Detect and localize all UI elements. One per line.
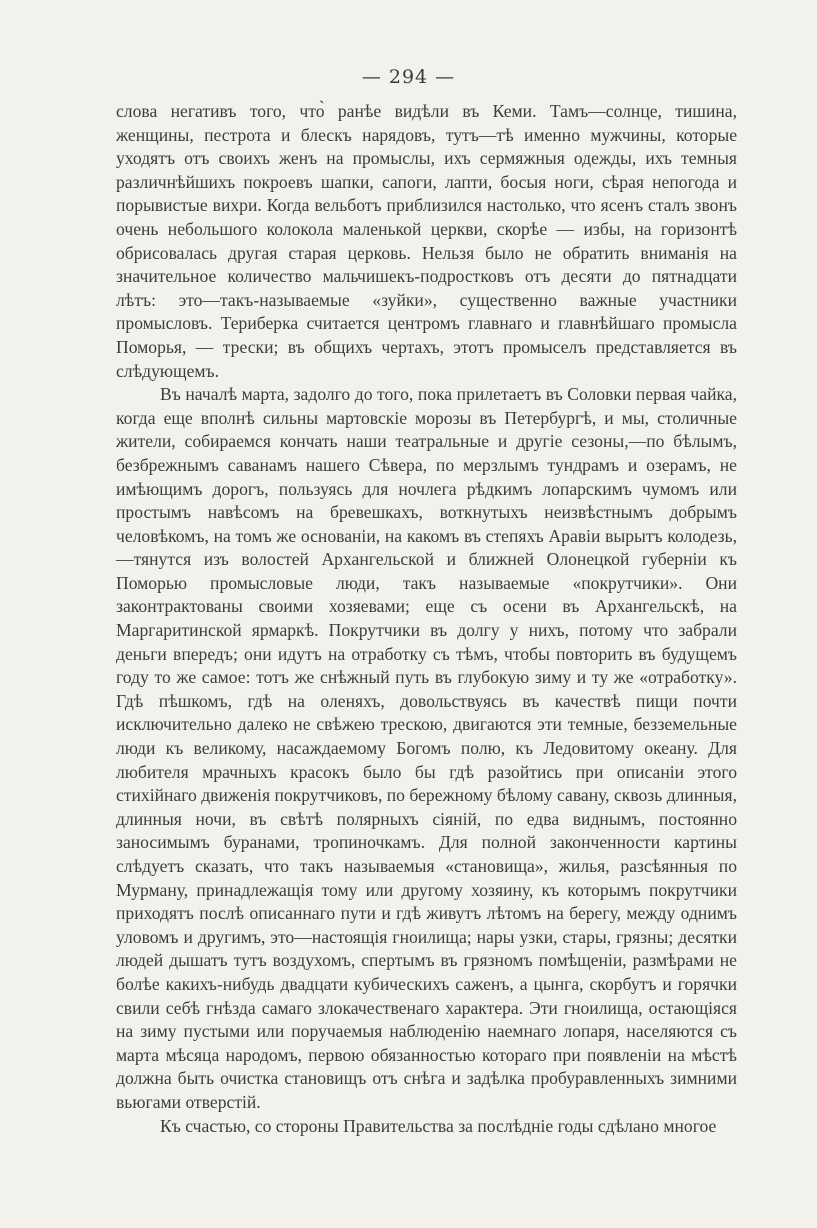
body-text <box>116 100 737 1138</box>
page-number: — 294 — <box>361 66 456 88</box>
paragraph-3: Къ счастью, со стороны Правительства за послѣдніе годы сдѣлано многое <box>160 1115 717 1136</box>
paragraph-2: Въ началѣ марта, задолго до того, пока прилетаетъ въ Соловки первая чайка, когда еще вполнѣ сильны мартовскіе морозы въ Петербургѣ, и мы, столичные жители, собираемся кончать наши театральные и другіе сезоны,—по бѣлымъ, безбрежнымъ саванамъ нашего Сѣвера, по мерзлымъ тундрамъ и озерамъ, не имѣющимъ дорогъ, пользуясь для ночлега рѣдкимъ лопарскимъ чумомъ или простымъ навѣсомъ на бревешкахъ, воткнутыхъ неизвѣстнымъ добрымъ человѣкомъ, на томъ же основаніи, на какомъ въ степяхъ Аравіи вырытъ колодезь,—тянутся изъ волостей Архангельской и ближней Олонецкой губерніи къ Поморью промысловые люди, такъ называемые «покрутчики». Они законтрактованы своими хозяевами; еще съ осени въ Архангельскѣ, на Маргаритинской ярмаркѣ. Покрутчики въ долгу у нихъ, потому что забрали деньги впередъ; они идутъ на отработку съ тѣмъ, чтобы повторить въ будущемъ году то же самое: тотъ же снѣжный путь въ глубокую зиму и ту же «отработку». Гдѣ пѣшкомъ, гдѣ на оленяхъ, довольствуясь въ качествѣ пищи почти исключительно далеко не свѣжею трескою, двигаются эти темные, безземельные люди къ великому, насаждаемому Богомъ полю, къ Ледовитому океану. Для любителя мрачныхъ красокъ было бы гдѣ разойтись при описаніи этого стихійнаго движенія покрутчиковъ, по бережному бѣлому савану, сквозь длинныя, длинныя ночи, въ свѣтѣ полярныхъ сіяній, по едва виднымъ, постоянно заносимымъ буранами, тропиночкамъ. Для полной законченности картины слѣдуетъ сказать, что такъ называемыя «становища», жилья, разсѣянныя по Мурману, принадлежащія тому или другому хозяину, къ которымъ покрутчики приходятъ послѣ описаннаго пути и гдѣ живутъ лѣтомъ на берегу, между однимъ уловомъ и другимъ, это—настоящія гноилища; нары узки, стары, грязны; десятки людей дышатъ тутъ воздухомъ, спертымъ въ грязномъ помѣщеніи, размѣрами не болѣе какихъ-нибудь двадцати кубическихъ саженъ, а цынга, скорбутъ и горячки свили себѣ гнѣзда самаго злокачественаго характера. Эти гноилища, остающіяся на зиму пустыми или поручаемыя наблюденію наемнаго лопаря, населяются съ марта мѣсяца народомъ, первою обязанностью котораго при появленіи на мѣстѣ должна быть очистка становищъ отъ снѣга и задѣлка пробуравленныхъ зимними вьюгами отверстій. <box>116 384 737 1112</box>
paragraph-1: слова негативъ того, что̀ ранѣе видѣли въ Кеми. Тамъ—солнце, тишина, женщины, пестрота и блескъ нарядовъ, тутъ—тѣ именно мужчины, которые уходятъ отъ своихъ женъ на промыслы, ихъ сермяжныя одежды, ихъ темныя различнѣйшихъ покроевъ шапки, сапоги, лапти, босыя ноги, сѣрая непогода и порывистые вихри. Когда вельботъ приблизился настолько, что ясенъ сталъ звонъ очень небольшого колокола маленькой церкви, скорѣе — избы, на горизонтѣ обрисовалась другая старая церковь. Нельзя было не обратить вниманія на значительное количество мальчишекъ-подростковъ отъ десяти до пятнадцати лѣтъ: это—такъ-называемые «зуйки», существенно важные участники промысловъ. Териберка считается центромъ главнаго и главнѣйшаго промысла Поморья, — трески; въ общихъ чертахъ, этотъ промыселъ представляется въ слѣдующемъ. <box>116 101 737 381</box>
